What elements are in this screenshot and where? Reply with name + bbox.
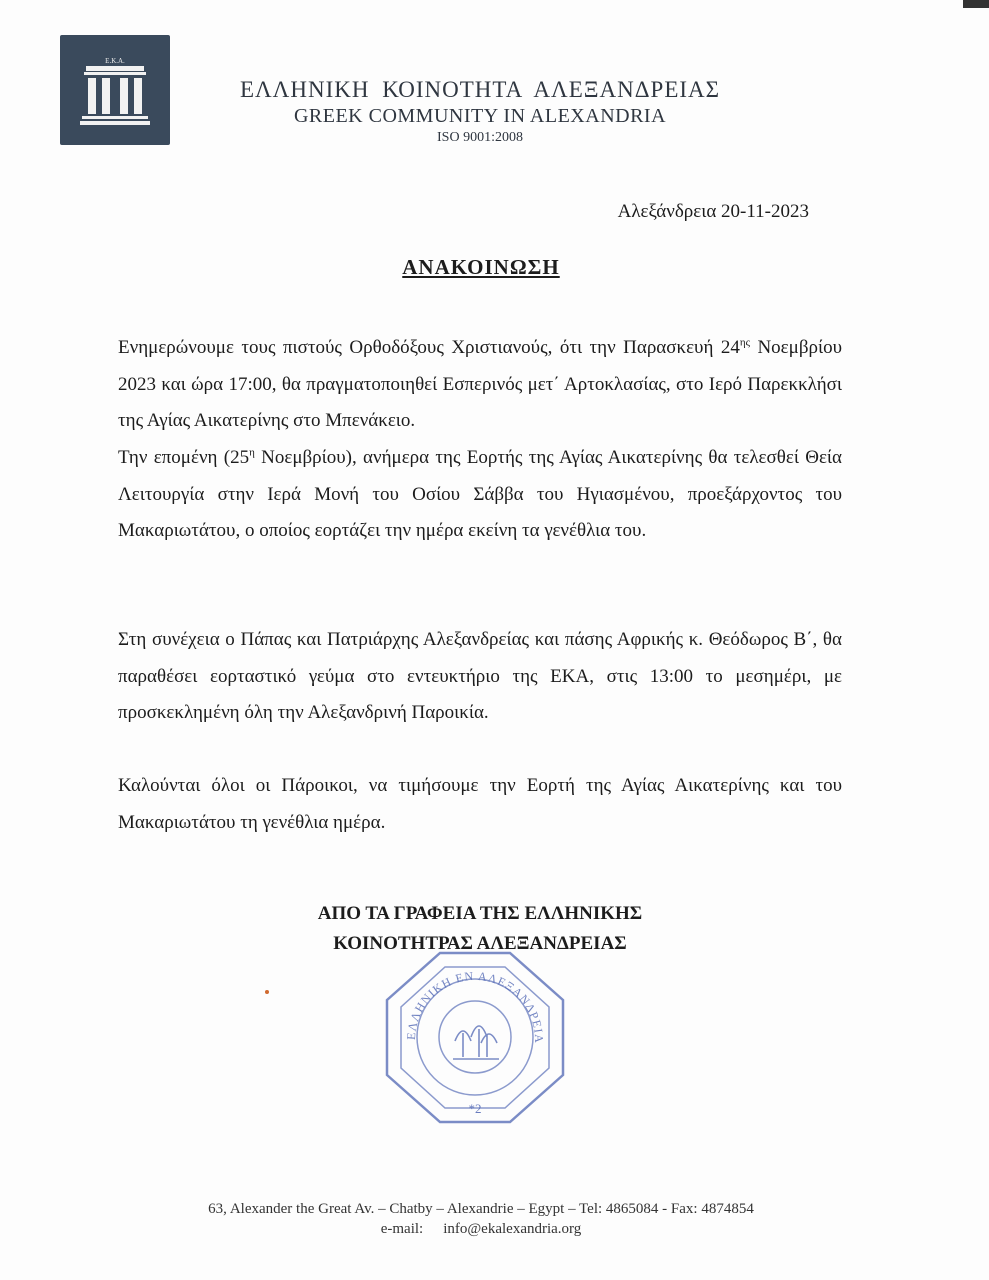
community-logo bbox=[60, 35, 170, 145]
p2-text-a: Την επομένη (25 bbox=[118, 447, 250, 468]
paragraph-vespers bbox=[118, 330, 842, 440]
scan-edge-mark bbox=[963, 0, 989, 8]
logo-label: Ε.Κ.Α. bbox=[105, 57, 125, 65]
p2-ordinal: η bbox=[249, 446, 255, 459]
footer-address: 63, Alexander the Great Av. – Chatby – Alexandrie – Egypt – Tel: 4865084 - Fax: 4874854 bbox=[208, 1201, 754, 1217]
stamp-text: ΕΛΛΗΝΙΚΗ ΕΝ ΑΛΕΞΑΝΔΡΕΙΑ bbox=[403, 968, 547, 1044]
signature-line-2: ΚΟΙΝΟΤΗΤΡΑΣ ΑΛΕΞΑΝΔΡΕΙΑΣ bbox=[333, 933, 627, 954]
announcement-title: ΑΝΑΚΟΙΝΩΣΗ bbox=[402, 255, 560, 279]
email-label: e-mail: bbox=[380, 1221, 424, 1237]
signature-line-1: ΑΠΟ ΤΑ ΓΡΑΦΕΙΑ ΤΗΣ ΕΛΛΗΝΙΚΗΣ bbox=[317, 903, 643, 924]
official-stamp bbox=[375, 945, 575, 1135]
p1-ordinal: ης bbox=[739, 336, 750, 349]
organization-name-greek: ΕΛΛΗΝΙΚΗ ΚΟΙΝΟΤΗΤΑ ΑΛΕΞΑΝΔΡΕΙΑΣ bbox=[239, 77, 721, 102]
p1-text-a: Ενημερώνουμε τους πιστούς Ορθοδόξους Χριστιανούς, ότι την Παρασκευή 24 bbox=[118, 337, 740, 358]
octagon-stamp-icon bbox=[375, 945, 575, 1130]
ink-speck bbox=[265, 990, 269, 994]
email-address[interactable]: info@ekalexandria.org bbox=[443, 1221, 582, 1237]
document-date: Αλεξάνδρεια 20-11-2023 bbox=[617, 201, 809, 222]
paragraph-invitation: Καλούνται όλοι οι Πάροικοι, να τιμήσουμε την Εορτή της Αγίας Αικατερίνης και του Μακαριωτάτου τη γενέθλια ημέρα. bbox=[118, 775, 842, 833]
iso-certification: ISO 9001:2008 bbox=[437, 130, 523, 145]
stamp-number: *2 bbox=[468, 1101, 482, 1116]
temple-icon bbox=[60, 35, 170, 145]
p2-text-b: Νοεμβρίου), ανήμερα της Εορτής της Αγίας Αικατερίνης θα τελεσθεί Θεία Λειτουργία στην Ιερά Μονή του Οσίου Σάββα του Ηγιασμένου, προεξάρχοντος του Μακαριωτάτου, ο οποίος εορτάζει την ημέρα εκείνη τα γενέθλια του. bbox=[118, 447, 842, 541]
organization-name-english: GREEK COMMUNITY IN ALEXANDRIA bbox=[293, 105, 667, 127]
footer-email-line bbox=[0, 1221, 962, 1238]
paragraph-meal: Στη συνέχεια ο Πάπας και Πατριάρχης Αλεξανδρείας και πάσης Αφρικής κ. Θεόδωρος Β΄, θα παραθέσει εορταστικό γεύμα στο εντευκτήριο της ΕΚΑ, στις 13:00 το μεσημέρι, με προσκεκλημένη όλη την Αλεξανδρινή Παροικία. bbox=[118, 629, 842, 723]
p1-text-b: Νοεμβρίου 2023 και ώρα 17:00, θα πραγματοποιηθεί Εσπερινός μετ΄ Αρτοκλασίας, στο Ιερό Παρεκκλήσι της Αγίας Αικατερίνης στο Μπενάκειο. bbox=[118, 337, 842, 431]
paragraph-liturgy bbox=[118, 440, 842, 550]
